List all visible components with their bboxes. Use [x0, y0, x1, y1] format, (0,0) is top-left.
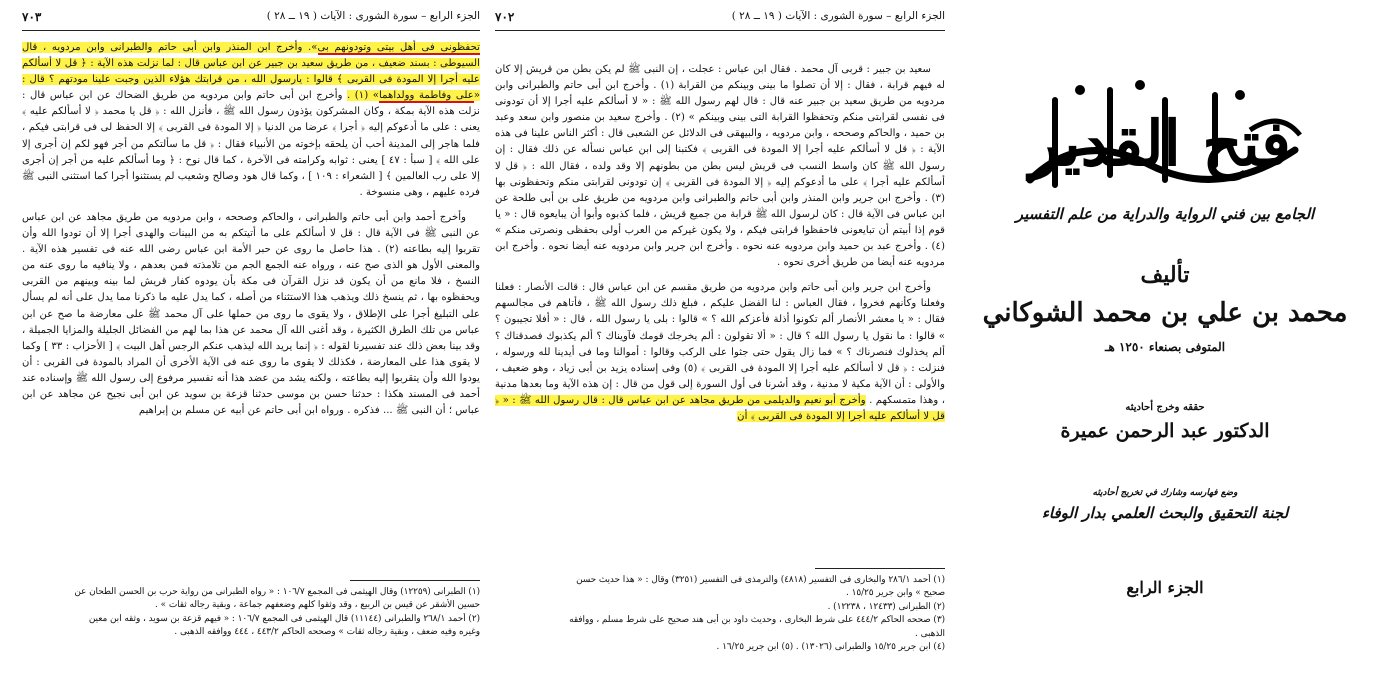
paragraph: وأخرج ابن جرير وابن أبى حاتم وابن مردويه من طريق مقسم عن ابن عباس قال : قالت الأنصار : فعلنا وفعلنا وكأنهم فخروا ، فقال العباس : لنا الفضل عليكم ، فبلغ ذلك رسول الله ﷺ ، فأتاهم فى مجالسهم فقال : « يا معشر الأنصار ألم تكونوا أذلة فأعزكم الله ؟ » قالوا : بلى يا رسول الله ، قال : « أفلا تجيبون ؟ » قالوا : ما نقول يا رسول الله ؟ قال : « ألا تقولون : ألم يخرجك قومك فآويناك ؟ ألم يكذبوك فصدقناك ؟ ألم يخذلوك فنصرناك ؟ » فما زال يقول حتى جثوا على الركب وقالوا : أموالنا وما فى أيدينا لله ورسوله ، فنزلت : ﴿ قل لا أسألكم عليه أجرا إلا المودة فى القربى ﴾ (٥) وفى إسناده يزيد بن أبى زياد ، وهو ضعيف ، والأولى : أن الآية مكية لا مدنية ، وقد أشرنا فى أول السورة إلى قول من قال : إن هذه الآية وما بعدها مدنية ، وهذا متمسكهم . وأخرج أبو نعيم والديلمى من طريق مجاهد عن ابن عباس قال : قال رسول الله ﷺ : « ﴿ قل لا أسألكم عليه أجرا إلا المودة فى القربى ﴾ أن: [495, 282, 945, 422]
author-name: محمد بن علي بن محمد الشوكاني: [982, 298, 1348, 328]
footnote-line: (٢) أحمد ٢٦٨/١ والطبرانى (١١١٤٤) قال الهيثمى فى المجمع ١٠٦/٧ : « فيهم قزعة بن سويد ، وثقه ابن معين: [88, 613, 480, 624]
underlined-phrase: تحفظونى فى أهل بيتى وتودونهم بى: [317, 42, 480, 53]
footnote-line: صحيح » وابن جرير ١٥/٢٥ .: [846, 588, 945, 599]
volume-label: الجزء الرابع: [1126, 578, 1204, 597]
footnote-rule: [350, 580, 480, 581]
paragraph: وأخرج أحمد وابن أبى حاتم والطبرانى ، والحاكم وصححه ، وابن مردويه من طريق مجاهد عن ابن عباس عن النبى ﷺ فى الآية قال : قل لا أسألكم على ما أتيتكم به من البينات والهدى أجرا إلا أن تودوا الله وأن تقربوا إليه بطاعته (٢) . هذا حاصل ما روى عن حبر الأمة ابن عباس رضى الله عنه فى تفسير هذه الآية . والمعنى الأول هو الذى صح عنه ، ورواه عنه الجمع الجم من تلامذته فمن بعدهم ، ولا ينافيه ما روى عنه من النسخ ، فلا مانع من أن يكون قد نزل القرآن فى مكة بأن يودوه كفار قريش لما بينه وبينهم من القربى ويحفظوه بها ، ثم ينسخ ذلك ويذهب هذا الاستثناء من أصله ، كما يدل عليه ما ذكرنا مما يدل على أنه لم يسأل على التبليغ أجرا على الإطلاق ، ولا يقوى ما روى من حملها على آل محمد ﷺ على معارضة ما صح عن ابن عباس من تلك الطرق الكثيرة ، وقد أغنى الله آل محمد عن هذا بما لهم من الفضائل الجليلة والمزايا الجميلة ، وقد بينا بعض ذلك عند تفسيرنا لقوله : ﴿ إنما يريد الله ليذهب عنكم الرجس أهل البيت ﴾ [ الأحزاب : ٣٣ ] وكما لا يقوى هذا على المعارضة ، فكذلك لا يقوى ما روى عنه فى الآية الأخرى أن المراد بالمودة فى القربى : أن يودوا الله وأن يتقربوا إليه بطاعته ، ولكنه يشد من عضد هذا أنه تفسير مرفوع إلى رسول الله ﷺ وإسناده عند أحمد فى المسند هكذا : حدثنا حسن بن موسى حدثنا قزعة بن سويد عن ابن أبى نجيح عن مجاهد عن ابن عباس ؛ أن النبى ﷺ ... فذكره . ورواه ابن أبى حاتم عن أبيه عن مسلم بن إبراهيم: [22, 211, 480, 417]
indexer-label: وضع فهارسه وشارك في تخريج أحاديثه: [1092, 488, 1238, 498]
paragraph: سعيد بن جبير : قربى آل محمد . فقال ابن عباس : عجلت ، إن النبى ﷺ لم يكن بطن من قريش إلا كان له فيهم قرابة ، فقال : إلا أن تصلوا ما بينى وبينكم من القرابة (١) . وأخرج ابن أبى حاتم والطبرانى وابن مردويه من طريق سعيد بن جبير عنه قال : قال لهم رسول الله ﷺ : « لا أسألكم عليه أجرا إلا أن تودونى فى نفسى لقرابتى منكم وتحفظوا القرابة التى بينى وبينكم » (٢) . وأخرج سعيد بن منصور وابن سعد وعبد بن حميد ، والحاكم وصححه ، وابن مردويه ، والبيهقى فى الدلائل عن الشعبى قال : أكثر الناس علينا فى هذه الآية : ﴿ قل لا أسألكم عليه أجرا إلا المودة فى القربى ﴾ فكتبنا إلى ابن عباس نسأله عن ذلك فقال : إن رسول الله ﷺ كان واسط النسب فى قريش ليس بطن من بطونهم إلا وقد ولده ، فقال الله : ﴿ قل لا أسألكم عليه أجرا ﴾ على ما أدعوكم إليه ﴿ إلا المودة فى القربى ﴾ إن تودونى لقرابتى منكم وتحفظونى بها (٣) . وأخرج ابن جرير وابن المنذر وابن أبى حاتم والطبرانى وابن مردويه من طريق على بن أبى طلحة عن ابن عباس فى الآية قال : كان لرسول الله ﷺ قرابة من جميع قريش ، فلما كذبوه وأبوا أن يبايعوه قال : « يا قوم إذا أبيتم أن تبايعونى فاحفظوا قرابتى فيكم ، ولا يكون غيركم من العرب أولى بحفظى ونصرتى منكم » (٤) . وأخرج عبد بن حميد وابن مردويه عنه نحوه . وأخرج ابن جرير وابن مردويه عنه أيضا نحوه . وأخرج ابن مردويه عنه أيضا من طريق أخرى نحوه .: [495, 64, 945, 269]
footnote-rule: [815, 568, 945, 569]
body-text: [495, 62, 945, 425]
footnote-line: (١) أحمد ٢٨٦/١ والبخارى فى التفسير (٤٨١٨) والترمذى فى التفسير (٣٢٥١) وقال : « هذا حديث حسن: [576, 575, 945, 585]
book-title: [1010, 70, 1310, 220]
footnote-line: (٣) صححه الحاكم ٤٤٤/٢ على شرط البخارى ، وحديث داود بن أبى هند صحيح على شرط مسلم ، ووافقه: [569, 615, 945, 626]
page-number: ٧٠٣: [22, 10, 42, 24]
running-header: [495, 10, 945, 32]
footnote-line: (١) الطبرانى (١٢٢٥٩) وقال الهيثمى فى المجمع ١٠٦/٧ : « رواه الطبرانى من رواية حرب بن الحسن الطحان عن: [74, 587, 480, 597]
highlighted-passage: تحفظونى فى أهل بيتى وتودونهم بى». وأخرج ابن المنذر وابن أبى حاتم والطبرانى وابن مردويه ، قال السيوطى : بسند ضعيف ، من طريق سعيد بن جبير عن ابن عباس قال : لما نزلت هذه الآية : ﴿ قل لا أسألكم عليه أجرا إلا المودة فى القربى ﴾ قالوا : يارسول الله ، من قرابتك هؤلاء الذين وجبت علينا مودتهم ؟ قال : «على وفاطمة وولداهما» (١) .: [22, 42, 480, 102]
running-title: الجزء الرابع – سورة الشورى : الآيات ( ١٩ ــ ٢٨ ): [731, 10, 945, 22]
header-rule: [495, 30, 945, 31]
footnotes: [22, 586, 480, 640]
highlighted-passage: وأخرج أبو نعيم والديلمى من طريق مجاهد عن ابن عباس قال : قال رسول الله ﷺ : « ﴿ قل لا أسألكم عليه أجرا إلا المودة فى القربى ﴾ أن: [495, 394, 945, 422]
footnote-line: وغيره وفيه ضعف ، وبقية رجاله ثقات » وصححه الحاكم ٤٤٣/٢ ، ٤٤٤ ووافقه الذهبى .: [174, 627, 480, 638]
book-page-703: [22, 0, 480, 681]
editor-name: الدكتور عبد الرحمن عميرة: [1060, 420, 1270, 442]
book-page-702: [495, 0, 945, 681]
underlined-phrase: على وفاطمة وولداهما: [378, 90, 474, 102]
book-subtitle: الجامع بين فني الرواية والدراية من علم التفسير: [1015, 205, 1315, 223]
author-death: المتوفى بصنعاء ١٢٥٠ هـ: [1104, 340, 1226, 354]
taleef-label: تأليف: [1140, 262, 1190, 288]
footnote-line: (٤) ابن جرير ١٥/٢٥ والطبرانى (١٣٠٢٦) . (٥) ابن جرير ١٦/٢٥ .: [716, 642, 945, 653]
book-title-text: فتح القدير: [1029, 107, 1291, 180]
footnote-line: الذهبى .: [915, 628, 945, 639]
page-number: ٧٠٢: [495, 10, 515, 24]
body-text: [22, 40, 480, 419]
running-title: الجزء الرابع – سورة الشورى : الآيات ( ١٩ ــ ٢٨ ): [266, 10, 480, 22]
footnotes: [495, 574, 945, 654]
committee-name: لجنة التحقيق والبحث العلمي بدار الوفاء: [1041, 504, 1289, 522]
title-page: [960, 0, 1370, 681]
running-header: [22, 10, 480, 32]
footnote-line: (٢) الطبرانى (١٢٤٣٣ ، ١٢٢٣٨) .: [827, 601, 945, 612]
paragraph: تحفظونى فى أهل بيتى وتودونهم بى». وأخرج ابن المنذر وابن أبى حاتم والطبرانى وابن مردويه ، قال السيوطى : بسند ضعيف ، من طريق سعيد بن جبير عن ابن عباس قال : لما نزلت هذه الآية : ﴿ قل لا أسألكم عليه أجرا إلا المودة فى القربى ﴾ قالوا : يارسول الله ، من قرابتك هؤلاء الذين وجبت علينا مودتهم ؟ قال : «على وفاطمة وولداهما» (١) . وأخرج ابن أبى حاتم وابن مردويه من طريق الضحاك عن ابن عباس قال : نزلت هذه الآية بمكة ، وكان المشركون يؤذون رسول الله ﷺ ، فأنزل الله : ﴿ قل يا محمد ﴿ لا أسألكم عليه ﴾ يعنى : على ما أدعوكم إليه ﴿ أجرا ﴾ عرضا من الدنيا ﴿ إلا المودة فى القربى ﴾ إلا الحفظ لى فى قرابتى فيكم ، فلما هاجر إلى المدينة أحب أن يلحقه بإخوته من الأنبياء فقال : ﴿ قل ما سألتكم من أجر فهو لكم إن أجرى إلا على الله ﴾ [ سبأ : ٤٧ ] يعنى : ثوابه وكرامته فى الآخرة ، كما قال نوح : ﴿ وما أسألكم عليه من أجر إن أجرى إلا على رب العالمين ﴾ [ الشعراء : ١٠٩ ] ، وكما قال هود وصالح وشعيب لم يستثنوا أجرا كما استثنى النبى ﷺ فرده عليهم ، وهى منسوخة .: [22, 42, 480, 198]
footnote-line: حسين الأشقر عن قيس بن الربيع ، وقد وثقوا كلهم وضعفهم جماعة ، وبقية رجاله ثقات » .: [155, 600, 480, 611]
header-rule: [22, 30, 480, 31]
editor-label: حققه وخرج أحاديثه: [1125, 402, 1205, 413]
